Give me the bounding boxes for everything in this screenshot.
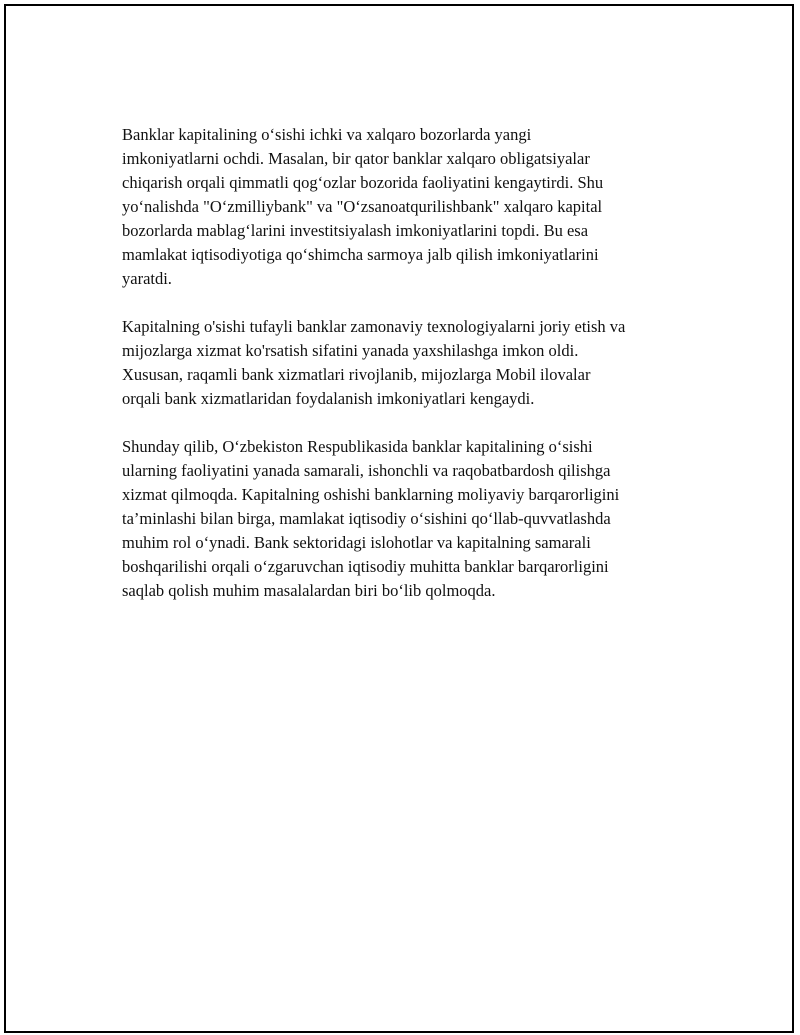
paragraph-bank-capital-growth: Banklar kapitalining o‘sishi ichki va xalqaro bozorlarda yangi imkoniyatlarni ochdi. Masalan, bir qator banklar xalqaro obligatsiyalar chiqarish orqali qimmatli qog‘ozlar bozorida faoliyatini kengaytirdi. Shu yo‘nalishda "O‘zmilliybank" va "O‘zsanoatqurilishbank" xalqaro kapital bozorlarda mablag‘larini investitsiyalash imkoniyatlarini topdi. Bu esa mamlakat iqtisodiyotiga qo‘shimcha sarmoya jalb qilish imkoniyatlarini yaratdi.	[122, 125, 604, 288]
paragraph-digital-services: Kapitalning o'sishi tufayli banklar zamonaviy texnologiyalarni joriy etish va mijozlarga xizmat ko'rsatish sifatini yanada yaxshilashga imkon oldi. Xususan, raqamli bank xizmatlari rivojlanib, mijozlarga Mobil ilovalar orqali bank xizmatlaridan foydalanish imkoniyatlari kengaydi.	[122, 317, 626, 408]
page-frame	[4, 4, 794, 1033]
document-body	[122, 123, 702, 627]
paragraph-conclusion: Shunday qilib, O‘zbekiston Respublikasida banklar kapitalining o‘sishi ularning faoliyatini yanada samarali, ishonchli va raqobatbardosh qilishga xizmat qilmoqda. Kapitalning oshishi banklarning moliyaviy barqarorligini ta’minlashi bilan birga, mamlakat iqtisodiy o‘sishini qo‘llab-quvvatlashda muhim rol o‘ynadi. Bank sektoridagi islohotlar va kapitalning samarali boshqarilishi orqali o‘zgaruvchan iqtisodiy muhitta banklar barqarorligini saqlab qolish muhim masalalardan biri bo‘lib qolmoqda.	[122, 437, 620, 600]
